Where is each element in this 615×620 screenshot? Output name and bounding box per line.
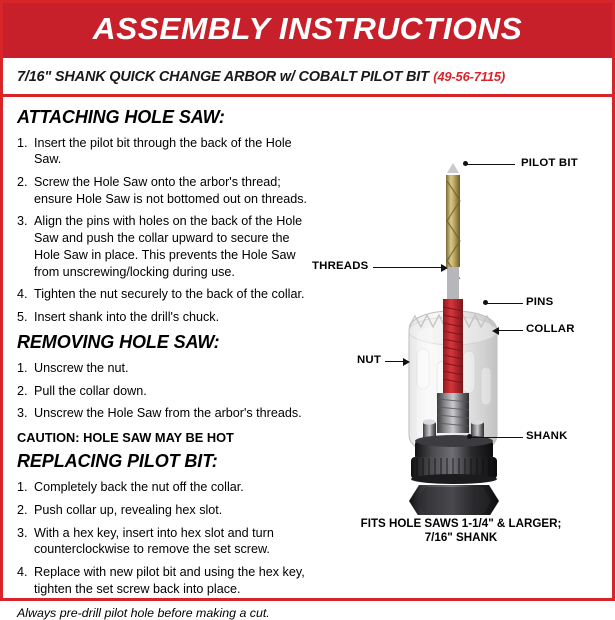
step-text: Tighten the nut securely to the back of the collar. bbox=[34, 287, 305, 302]
section-heading-replacing: REPLACING PILOT BIT: bbox=[17, 451, 218, 472]
step-text: Insert shank into the drill's chuck. bbox=[34, 310, 220, 325]
leader-line-collar bbox=[499, 330, 523, 332]
step-text: Push collar up, revealing hex slot. bbox=[34, 502, 223, 517]
leader-dot-pilot-bit bbox=[463, 161, 468, 166]
leader-line-nut bbox=[385, 361, 403, 363]
step-text: Unscrew the Hole Saw from the arbor's threads. bbox=[34, 406, 302, 421]
list-item bbox=[17, 135, 313, 168]
list-item bbox=[17, 213, 313, 280]
list-item bbox=[17, 360, 313, 377]
list-item bbox=[17, 286, 313, 303]
callout-shank: SHANK bbox=[526, 429, 568, 442]
list-item bbox=[17, 405, 313, 422]
steps-replacing bbox=[17, 479, 313, 597]
leader-line-threads bbox=[373, 267, 441, 269]
step-number: 3. bbox=[17, 214, 28, 229]
instructions-column bbox=[17, 107, 313, 620]
product-illustration bbox=[313, 135, 603, 555]
step-text: Screw the Hole Saw onto the arbor's thread; ensure Hole Saw is not bottomed out on threads. bbox=[34, 175, 308, 206]
illustration-caption bbox=[321, 517, 601, 546]
leader-arrow-threads bbox=[441, 264, 448, 272]
callout-nut: NUT bbox=[357, 353, 382, 366]
leader-dot-pins bbox=[483, 300, 488, 305]
step-number: 2. bbox=[17, 502, 28, 517]
leader-arrow-collar bbox=[492, 327, 499, 335]
step-number: 5. bbox=[17, 310, 28, 325]
list-item bbox=[17, 525, 313, 558]
list-item bbox=[17, 174, 313, 207]
step-text: Completely back the nut off the collar. bbox=[34, 480, 244, 495]
step-number: 2. bbox=[17, 383, 28, 398]
illustration-column bbox=[313, 107, 604, 620]
caption-line-1: FITS HOLE SAWS 1-1/4" & LARGER; bbox=[360, 516, 562, 530]
list-item bbox=[17, 502, 313, 519]
step-text: Insert the pilot bit through the back of the Hole Saw. bbox=[34, 135, 292, 167]
part-number: (49-56-7115) bbox=[433, 68, 506, 84]
list-item bbox=[17, 479, 313, 496]
step-number: 1. bbox=[17, 480, 28, 495]
callout-threads: THREADS bbox=[312, 259, 369, 272]
leader-dot-shank bbox=[467, 434, 472, 439]
nut-shape bbox=[409, 485, 499, 515]
callout-pilot-bit: PILOT BIT bbox=[521, 156, 578, 169]
section-heading-attaching: ATTACHING HOLE SAW: bbox=[17, 106, 225, 127]
step-number: 2. bbox=[17, 175, 28, 190]
step-number: 4. bbox=[17, 287, 28, 302]
step-text: Align the pins with holes on the back of the Hole Saw and push the collar upward to secure the Hole Saw in place. This prevents the Hole Saw from unscrewing/locking during use. bbox=[34, 214, 303, 279]
step-number: 3. bbox=[17, 525, 28, 540]
caution-note: CAUTION: HOLE SAW MAY BE HOT bbox=[17, 430, 234, 446]
steps-removing bbox=[17, 360, 313, 422]
footnote-text: Always pre-drill pilot hole before making a cut. bbox=[17, 605, 270, 620]
leader-line-pilot-bit bbox=[467, 164, 515, 166]
list-item bbox=[17, 564, 313, 597]
step-text: With a hex key, insert into hex slot and turn counterclockwise to remove the set screw. bbox=[34, 525, 274, 557]
callout-pins: PINS bbox=[526, 295, 554, 308]
step-text: Pull the collar down. bbox=[34, 383, 147, 398]
page-title: ASSEMBLY INSTRUCTIONS bbox=[92, 11, 523, 46]
section-heading-removing: REMOVING HOLE SAW: bbox=[17, 331, 220, 352]
step-number: 1. bbox=[17, 135, 28, 150]
caption-line-2: 7/16" SHANK bbox=[424, 531, 498, 545]
list-item bbox=[17, 383, 313, 400]
list-item bbox=[17, 309, 313, 326]
body-content bbox=[3, 97, 612, 620]
step-number: 3. bbox=[17, 406, 28, 421]
step-text: Unscrew the nut. bbox=[34, 360, 129, 375]
subheader-text: 7/16" SHANK QUICK CHANGE ARBOR w/ COBALT PILOT BIT bbox=[17, 68, 429, 85]
step-text: Replace with new pilot bit and using the hex key, tighten the set screw back into place. bbox=[34, 565, 305, 596]
header-banner bbox=[3, 3, 612, 58]
step-number: 1. bbox=[17, 360, 28, 375]
collar-shape bbox=[411, 457, 497, 484]
leader-line-pins bbox=[487, 303, 523, 305]
subheader bbox=[3, 58, 612, 97]
callout-collar: COLLAR bbox=[526, 322, 575, 335]
steps-attaching bbox=[17, 135, 313, 326]
leader-arrow-nut bbox=[403, 358, 410, 366]
step-number: 4. bbox=[17, 565, 28, 580]
leader-line-shank bbox=[471, 437, 523, 439]
